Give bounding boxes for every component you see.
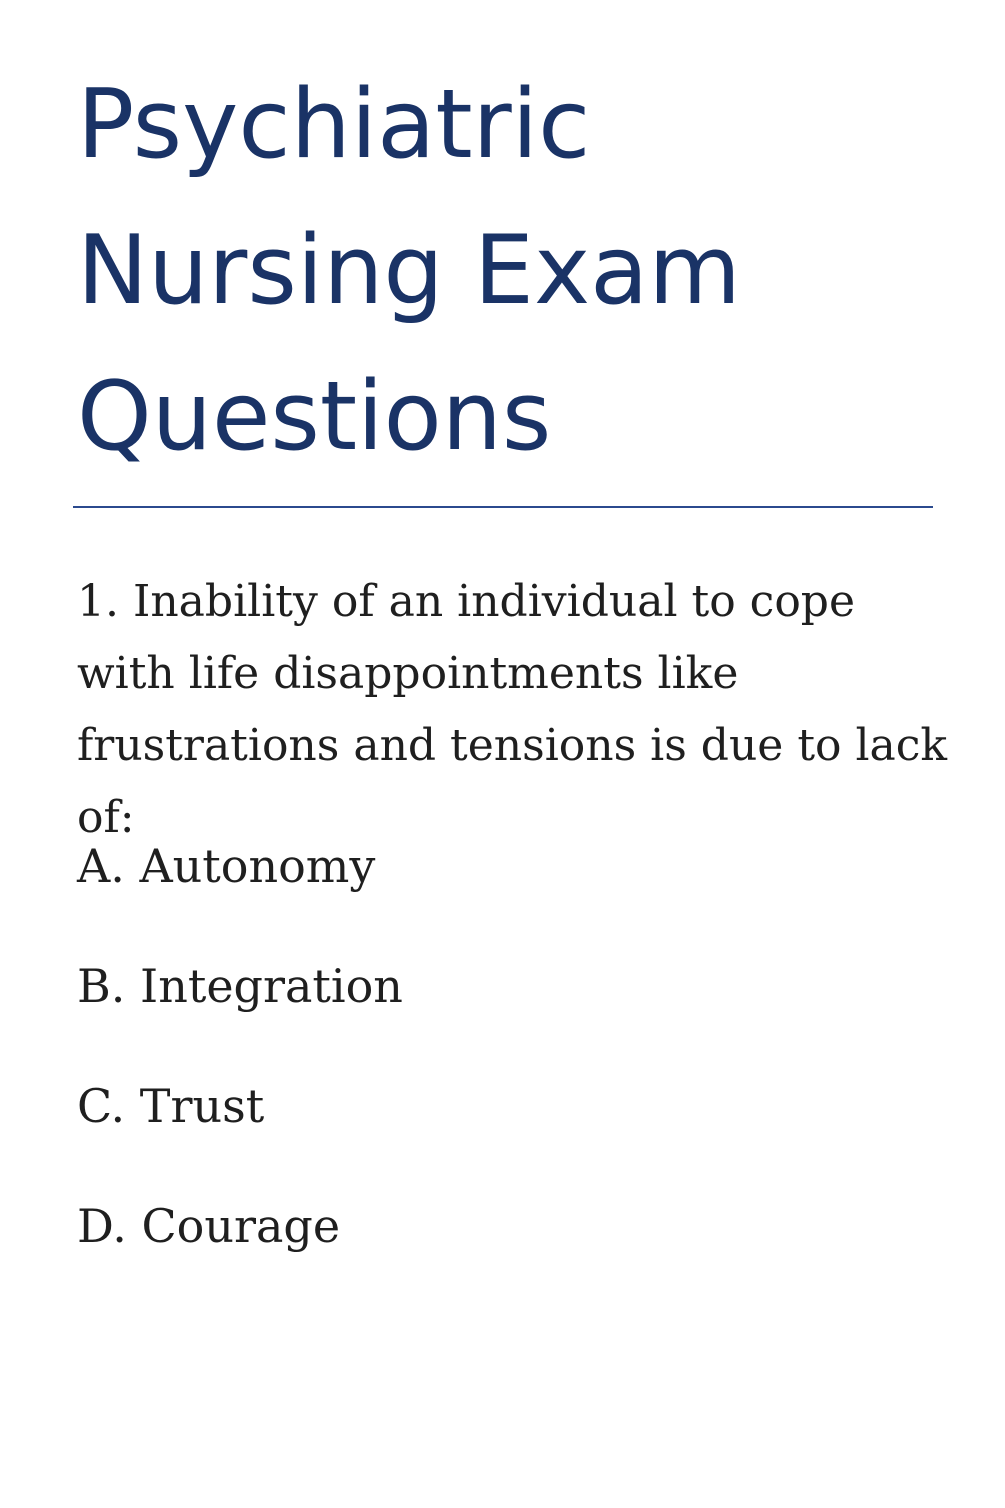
question-text: 1. Inability of an individual to cope with life disappointments like frustrations and tensions is due to lack of: bbox=[77, 576, 948, 843]
option-a[interactable]: A. Autonomy bbox=[77, 839, 376, 893]
answer-options bbox=[77, 830, 403, 1310]
title-divider bbox=[73, 506, 933, 508]
page-title: Psychiatric Nursing Exam Questions bbox=[77, 70, 741, 472]
option-b[interactable]: B. Integration bbox=[77, 959, 403, 1013]
option-d[interactable]: D. Courage bbox=[77, 1199, 341, 1253]
option-c[interactable]: C. Trust bbox=[77, 1079, 265, 1133]
